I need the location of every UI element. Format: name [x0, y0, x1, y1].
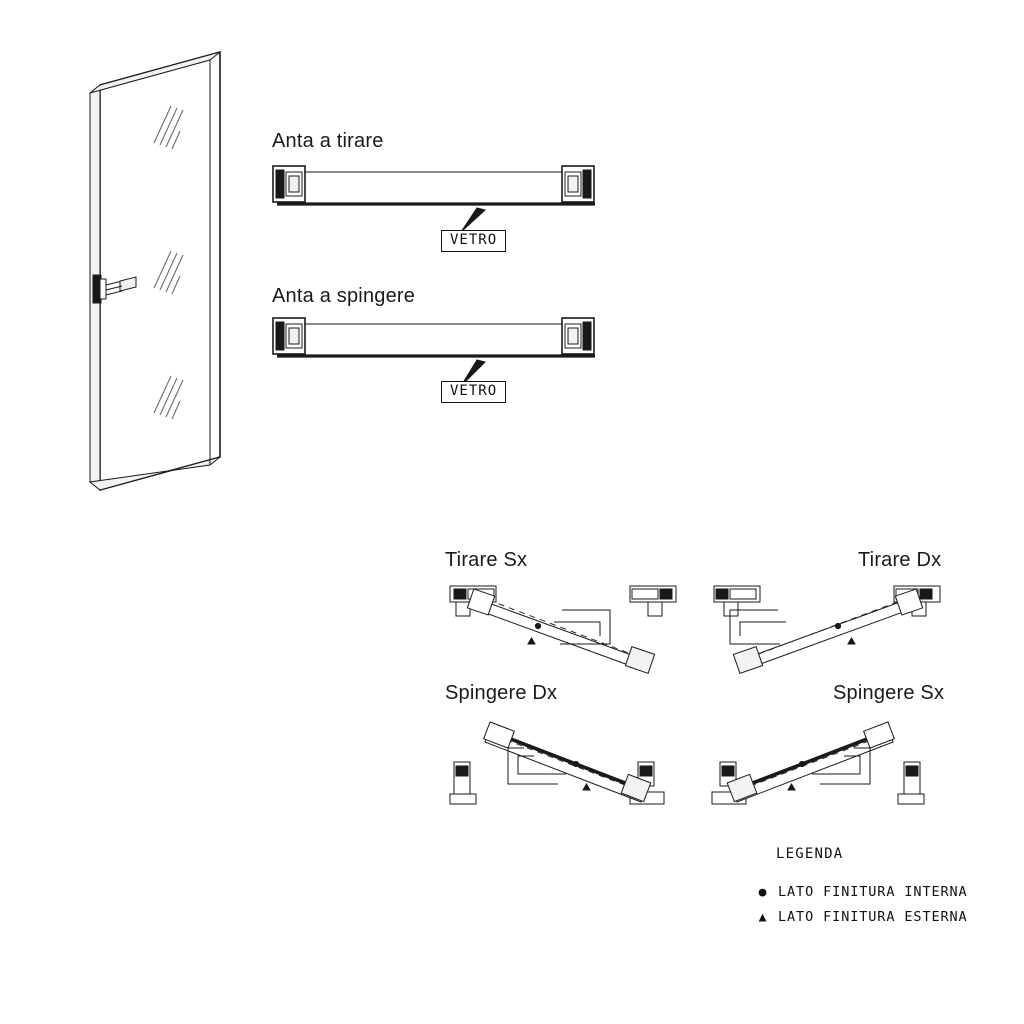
legend-item-esterna-label: LATO FINITURA ESTERNA	[778, 909, 968, 925]
push-right-fitting	[562, 318, 594, 354]
marker-esterna-tsx	[528, 638, 535, 644]
isometric-door-illustration	[70, 35, 330, 505]
push-left-fitting	[273, 318, 305, 354]
marker-interna-ssx	[799, 761, 804, 766]
marker-interna-tdx	[835, 623, 840, 628]
plan-label-tirare-dx: Tirare Dx	[858, 549, 942, 571]
legend-item-esterna	[757, 909, 968, 925]
push-vetro-callout: VETRO	[441, 381, 506, 403]
marker-esterna-ssx	[788, 784, 795, 790]
plan-view-tirare-sx	[442, 578, 682, 688]
plan-label-spingere-dx: Spingere Dx	[445, 682, 558, 704]
leaf-spingere-dx	[484, 722, 651, 802]
marker-esterna-tdx	[848, 638, 855, 644]
legend-dot-icon: ●	[758, 884, 768, 900]
plan-view-spingere-sx	[706, 712, 946, 822]
marker-interna-sdx	[573, 761, 578, 766]
leaf-spingere-sx	[727, 722, 894, 802]
marker-interna-tsx	[535, 623, 540, 628]
jamb-left-sdx	[450, 762, 476, 804]
legend-triangle-icon: ▲	[758, 909, 768, 925]
marker-esterna-sdx	[583, 784, 590, 790]
pull-vetro-callout: VETRO	[441, 230, 506, 252]
pull-left-fitting	[273, 166, 305, 202]
push-leaf-label: Anta a spingere	[272, 285, 416, 307]
plan-view-spingere-dx	[442, 712, 682, 822]
legend-title: LEGENDA	[776, 846, 844, 862]
legend-item-interna-label: LATO FINITURA INTERNA	[778, 884, 968, 900]
plan-view-tirare-dx	[708, 578, 948, 688]
pull-callout-leader	[461, 208, 485, 232]
plan-label-spingere-sx: Spingere Sx	[833, 682, 945, 704]
jamb-left-tdx	[714, 586, 760, 616]
door-slab	[90, 52, 220, 490]
lock-body	[93, 275, 106, 303]
pull-right-fitting	[562, 166, 594, 202]
jamb-right-ssx	[898, 762, 924, 804]
jamb-right-tsx	[630, 586, 676, 616]
plan-label-tirare-sx: Tirare Sx	[445, 549, 528, 571]
legend-item-interna	[757, 884, 968, 900]
pull-leaf-label: Anta a tirare	[272, 130, 384, 152]
